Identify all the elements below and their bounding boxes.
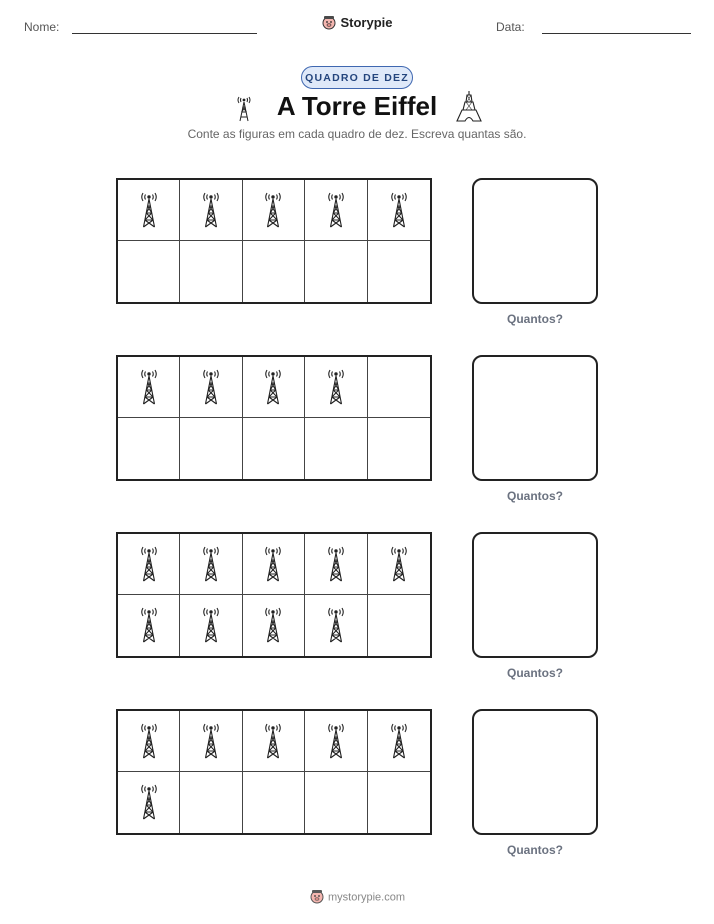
- brand: [0, 14, 714, 33]
- ten-frame-4: [116, 709, 432, 835]
- frame-cell: [180, 534, 242, 595]
- radio-tower-icon: [201, 718, 221, 765]
- frame-cell: [305, 241, 367, 302]
- date-label: Data:: [496, 20, 525, 34]
- radio-tower-icon: [139, 187, 159, 234]
- name-line[interactable]: [72, 33, 257, 34]
- frame-cell: [118, 357, 180, 418]
- answer-box-3[interactable]: [472, 532, 598, 658]
- frame-cell: [180, 595, 242, 656]
- frame-cell: [368, 772, 430, 833]
- radio-tower-icon: [263, 541, 283, 588]
- instructions: Conte as figuras em cada quadro de dez. Escreva quantas são.: [187, 127, 527, 141]
- radio-tower-icon: [201, 541, 221, 588]
- radio-tower-icon: [263, 187, 283, 234]
- brand-name: Storypie: [340, 14, 393, 30]
- frame-cell: [243, 180, 305, 241]
- radio-tower-icon: [139, 718, 159, 765]
- frame-cell: [368, 595, 430, 656]
- frame-cell: [118, 180, 180, 241]
- frame-cell: [368, 711, 430, 772]
- frame-cell: [368, 534, 430, 595]
- frame-cell: [180, 357, 242, 418]
- page-title: A Torre Eiffel: [276, 91, 438, 121]
- frame-cell: [118, 772, 180, 833]
- frame-cell: [243, 241, 305, 302]
- radio-tower-icon: [139, 541, 159, 588]
- frame-cell: [243, 534, 305, 595]
- storypie-logo-icon: [321, 14, 337, 33]
- frame-cell: [118, 595, 180, 656]
- radio-tower-icon: [201, 602, 221, 649]
- frame-cell: [305, 418, 367, 479]
- radio-tower-icon: [263, 364, 283, 411]
- radio-tower-icon: [326, 602, 346, 649]
- frame-cell: [243, 357, 305, 418]
- frame-cell: [180, 772, 242, 833]
- frame-cell: [305, 711, 367, 772]
- worksheet-type-badge: QUADRO DE DEZ: [301, 66, 413, 89]
- frame-cell: [243, 711, 305, 772]
- radio-tower-icon: [263, 602, 283, 649]
- frame-cell: [368, 180, 430, 241]
- eiffel-tower-icon: [455, 90, 483, 127]
- ten-frame-3: [116, 532, 432, 658]
- radio-tower-icon: [326, 364, 346, 411]
- radio-tower-icon: [201, 364, 221, 411]
- frame-cell: [305, 180, 367, 241]
- ten-frame-1: [116, 178, 432, 304]
- frame-cell: [118, 534, 180, 595]
- answer-label-3: Quantos?: [507, 666, 563, 680]
- radio-tower-icon: [389, 718, 409, 765]
- frame-cell: [305, 534, 367, 595]
- frame-cell: [368, 357, 430, 418]
- frame-cell: [118, 241, 180, 302]
- storypie-footer-logo-icon: [309, 888, 325, 907]
- frame-cell: [305, 595, 367, 656]
- answer-label-4: Quantos?: [507, 843, 563, 857]
- answer-box-4[interactable]: [472, 709, 598, 835]
- frame-cell: [180, 418, 242, 479]
- radio-tower-icon: [389, 541, 409, 588]
- name-label: Nome:: [24, 20, 60, 34]
- frame-cell: [243, 595, 305, 656]
- radio-tower-icon: [326, 187, 346, 234]
- frame-cell: [180, 711, 242, 772]
- frame-cell: [118, 711, 180, 772]
- answer-box-1[interactable]: [472, 178, 598, 304]
- radio-tower-icon: [326, 541, 346, 588]
- radio-tower-icon: [139, 602, 159, 649]
- radio-tower-icon: [201, 187, 221, 234]
- frame-cell: [243, 418, 305, 479]
- footer: [0, 888, 714, 907]
- answer-label-2: Quantos?: [507, 489, 563, 503]
- frame-cell: [243, 772, 305, 833]
- frame-cell: [368, 241, 430, 302]
- date-line[interactable]: [542, 33, 691, 34]
- radio-tower-icon: [139, 364, 159, 411]
- frame-cell: [118, 418, 180, 479]
- frame-cell: [305, 772, 367, 833]
- answer-label-1: Quantos?: [507, 312, 563, 326]
- frame-cell: [180, 180, 242, 241]
- radio-tower-icon: [263, 718, 283, 765]
- footer-url[interactable]: mystorypie.com: [327, 891, 406, 904]
- radio-tower-icon: [139, 779, 159, 826]
- radio-tower-icon: [389, 187, 409, 234]
- frame-cell: [368, 418, 430, 479]
- frame-cell: [305, 357, 367, 418]
- radio-tower-icon: [326, 718, 346, 765]
- answer-box-2[interactable]: [472, 355, 598, 481]
- ten-frame-2: [116, 355, 432, 481]
- frame-cell: [180, 241, 242, 302]
